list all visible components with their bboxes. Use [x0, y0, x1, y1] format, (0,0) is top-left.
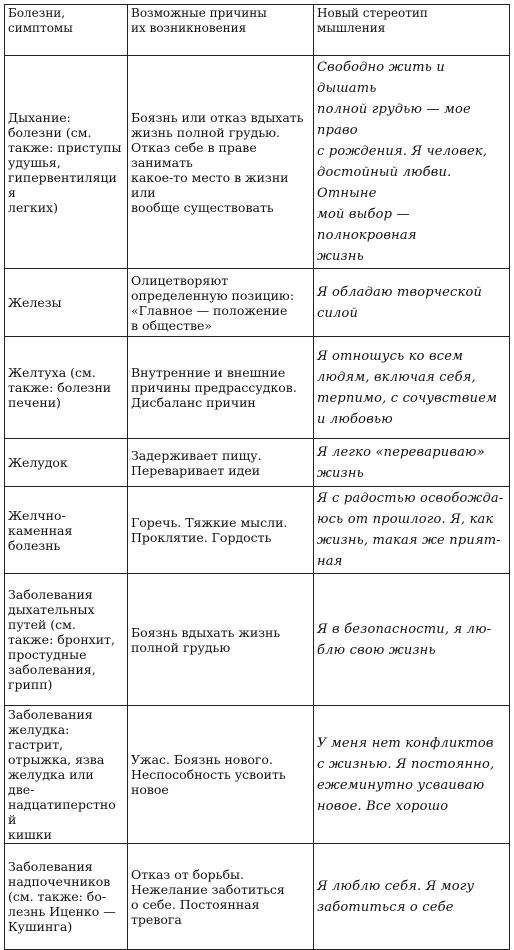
illness-cell: Дыхание: болезни (см. также: приступы удушья, гипервентиляция легких) [5, 56, 128, 269]
cause-cell: Отказ от борьбы. Нежелание заботиться о себе. Постоянная тревога [128, 844, 314, 950]
table-row [5, 56, 510, 269]
table-header-row [5, 5, 510, 56]
affirmation-cell: Свободно жить и дышать полной грудью — мое право с рождения. Я человек, достойный любви. Отныне мой выбор — полнокровная жизнь [314, 56, 510, 269]
affirmation-cell: Я отношусь ко всем людям, включая себя, терпимо, с сочувствием и любовью [314, 337, 510, 439]
affirmation-cell: Я люблю себя. Я могу заботиться о себе [314, 844, 510, 950]
table-row [5, 574, 510, 706]
illness-cell: Заболевания желудка: гастрит, отрыжка, язва желудка или две- надцатиперстной кишки [5, 706, 128, 844]
header-cause: Возможные причины их возникновения [128, 5, 314, 56]
illness-cell: Заболевания дыхательных путей (см. также: бронхит, простудные заболевания, грипп) [5, 574, 128, 706]
cause-cell: Боязнь вдыхать жизнь полной грудью [128, 574, 314, 706]
table-row [5, 844, 510, 950]
illness-cell: Желтуха (см. также: болезни печени) [5, 337, 128, 439]
header-illness: Болезни, симптомы [5, 5, 128, 56]
table-row [5, 487, 510, 574]
cause-cell: Горечь. Тяжкие мысли. Проклятие. Гордость [128, 487, 314, 574]
table-row [5, 706, 510, 844]
affirmation-cell: Я легко «перевариваю» жизнь [314, 439, 510, 487]
cause-cell: Задерживает пищу. Переваривает идеи [128, 439, 314, 487]
table-row [5, 439, 510, 487]
illness-cell: Железы [5, 269, 128, 337]
affirmation-cell: У меня нет конфликтов с жизнью. Я постоянно, ежеминутно усваиваю новое. Все хорошо [314, 706, 510, 844]
affirmation-cell: Я обладаю творческой силой [314, 269, 510, 337]
illness-cell: Желчно- каменная болезнь [5, 487, 128, 574]
table-row [5, 269, 510, 337]
table-row [5, 337, 510, 439]
illness-cell: Желудок [5, 439, 128, 487]
cause-cell: Внутренние и внешние причины предрассудков. Дисбаланс причин [128, 337, 314, 439]
illness-cell: Заболевания надпочечников (см. также: бо- лезнь Иценко — Кушинга) [5, 844, 128, 950]
cause-cell: Олицетворяют определенную позицию: «Главное — положение в обществе» [128, 269, 314, 337]
cause-cell: Боязнь или отказ вдыхать жизнь полной грудью. Отказ себе в праве занимать какое-то место в жизни или вообще существовать [128, 56, 314, 269]
affirmation-cell: Я в безопасности, я лю- блю свою жизнь [314, 574, 510, 706]
affirmation-cell: Я с радостью освобожда- юсь от прошлого. Я, как жизнь, такая же прият- ная [314, 487, 510, 574]
illness-affirmation-table [4, 4, 510, 950]
cause-cell: Ужас. Боязнь нового. Неспособность усвоить новое [128, 706, 314, 844]
header-affirmation: Новый стереотип мышления [314, 5, 510, 56]
